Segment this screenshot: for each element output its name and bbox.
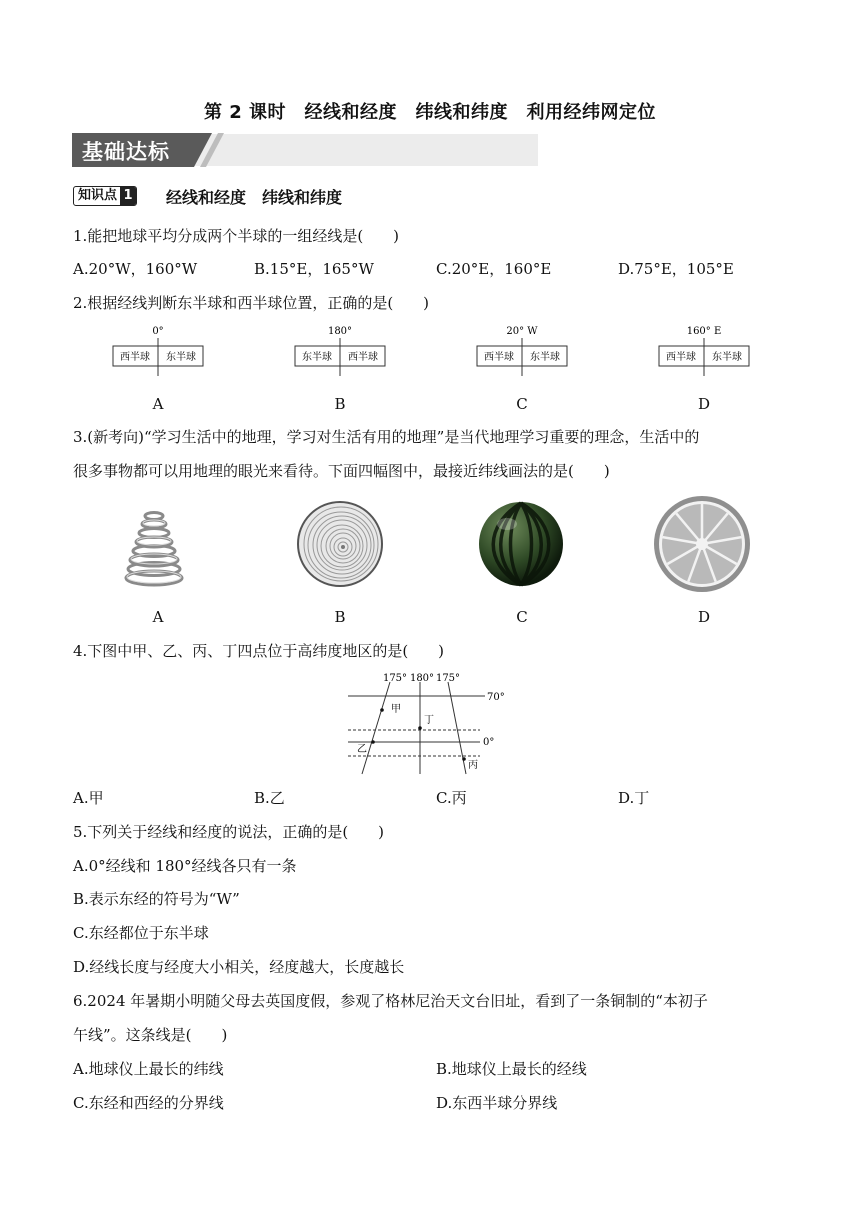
question-5-stem: 5.下列关于经线和经度的说法，正确的是( ) bbox=[73, 823, 385, 841]
question-6-option-a: A.地球仪上最长的纬线 bbox=[73, 1060, 224, 1078]
knowledge-point-tag bbox=[73, 186, 137, 206]
diagram-a-left-label: 西半球 bbox=[120, 352, 150, 363]
question-3-stem-line-2: 很多事物都可以用地理的眼光来看待。下面四幅图中，最接近纬线画法的是( ) bbox=[73, 462, 610, 480]
diagram-b-left-label: 东半球 bbox=[302, 352, 332, 363]
point-yi-label: 乙 bbox=[357, 744, 367, 755]
diagram-c-label: C bbox=[516, 395, 528, 413]
question-4-option-c: C.丙 bbox=[436, 789, 467, 807]
image-d-label: D bbox=[697, 608, 711, 626]
diagram-c-meridian-label: 20° W bbox=[506, 326, 538, 337]
image-a-label: A bbox=[152, 608, 164, 626]
question-5-option-b: B.表示东经的符号为“W” bbox=[73, 890, 240, 908]
question-4-stem: 4.下图中甲、乙、丙、丁四点位于高纬度地区的是( ) bbox=[73, 642, 445, 660]
question-5-option-a: A.0°经线和 180°经线各只有一条 bbox=[73, 857, 297, 875]
diagram-b-label: B bbox=[334, 395, 346, 413]
diagram-b-right-label: 西半球 bbox=[348, 352, 378, 363]
diagram-a-label: A bbox=[152, 395, 164, 413]
diagram-c-left-label: 西半球 bbox=[484, 352, 514, 363]
question-2-stem: 2.根据经线判断东半球和西半球位置，正确的是( ) bbox=[73, 294, 430, 312]
lat-label-70: 70° bbox=[487, 692, 505, 703]
question-4-graticule-diagram bbox=[340, 670, 520, 775]
diagram-a-meridian-label: 0° bbox=[152, 326, 164, 337]
diagram-a bbox=[113, 326, 203, 376]
point-bing-label: 丙 bbox=[468, 760, 478, 771]
diagram-d bbox=[659, 326, 749, 376]
knowledge-point-title: 经线和经度 纬线和纬度 bbox=[166, 188, 343, 207]
tree-rings-icon bbox=[296, 500, 384, 588]
point-jia-label: 甲 bbox=[391, 704, 401, 715]
knowledge-point-prefix: 知识点 bbox=[78, 188, 118, 203]
question-3-stem-line-1: 3.(新考向)“学习生活中的地理，学习对生活有用的地理”是当代地理学习重要的理念，生活中的 bbox=[73, 428, 700, 446]
question-6-option-b: B.地球仪上最长的经线 bbox=[436, 1060, 587, 1078]
diagram-b-meridian-label: 180° bbox=[327, 326, 353, 337]
question-6-option-c: C.东经和西经的分界线 bbox=[73, 1094, 224, 1112]
orange-slice-icon bbox=[652, 494, 752, 594]
question-6-option-d: D.东西半球分界线 bbox=[436, 1094, 558, 1112]
image-b-label: B bbox=[334, 608, 346, 626]
diagram-d-left-label: 西半球 bbox=[666, 352, 696, 363]
diagram-d-right-label: 东半球 bbox=[712, 352, 742, 363]
diagram-c bbox=[477, 326, 567, 376]
spring-coil-icon bbox=[118, 500, 190, 590]
question-4-option-a: A.甲 bbox=[73, 789, 104, 807]
lon-label-180: 180° bbox=[409, 673, 435, 684]
question-1-option-c: C.20°E，160°E bbox=[436, 260, 552, 278]
image-c-label: C bbox=[516, 608, 528, 626]
question-2-diagrams bbox=[100, 322, 820, 382]
question-6-stem-line-2: 午线”。这条线是( ) bbox=[73, 1026, 228, 1044]
question-1-option-d: D.75°E，105°E bbox=[618, 260, 734, 278]
question-4-option-b: B.乙 bbox=[254, 789, 285, 807]
diagram-b bbox=[295, 326, 385, 376]
diagram-a-right-label: 东半球 bbox=[166, 352, 196, 363]
knowledge-point-number: 1 bbox=[120, 187, 136, 205]
lat-label-0: 0° bbox=[483, 737, 495, 748]
question-4-option-d: D.丁 bbox=[618, 789, 650, 807]
question-6-stem-line-1: 6.2024 年暑期小明随父母去英国度假，参观了格林尼治天文台旧址，看到了一条铜制的“本初子 bbox=[73, 992, 708, 1010]
diagram-c-right-label: 东半球 bbox=[530, 352, 560, 363]
question-5-option-c: C.东经都位于东半球 bbox=[73, 924, 209, 942]
question-1-option-a: A.20°W，160°W bbox=[73, 260, 198, 278]
question-5-option-d: D.经线长度与经度大小相关，经度越大，长度越长 bbox=[73, 958, 405, 976]
section-banner-label: 基础达标 bbox=[82, 140, 170, 164]
question-1-option-b: B.15°E，165°W bbox=[254, 260, 374, 278]
watermelon-icon bbox=[477, 500, 565, 588]
question-1-stem: 1.能把地球平均分成两个半球的一组经线是( ) bbox=[73, 227, 400, 245]
lon-label-175-west: 175° bbox=[382, 673, 408, 684]
diagram-d-meridian-label: 160° E bbox=[686, 326, 722, 337]
page-title: 第 2 课时 经线和经度 纬线和纬度 利用经纬网定位 bbox=[203, 102, 657, 123]
point-ding-label: 丁 bbox=[424, 715, 434, 726]
lon-label-175-east: 175° bbox=[435, 673, 461, 684]
diagram-d-label: D bbox=[697, 395, 711, 413]
